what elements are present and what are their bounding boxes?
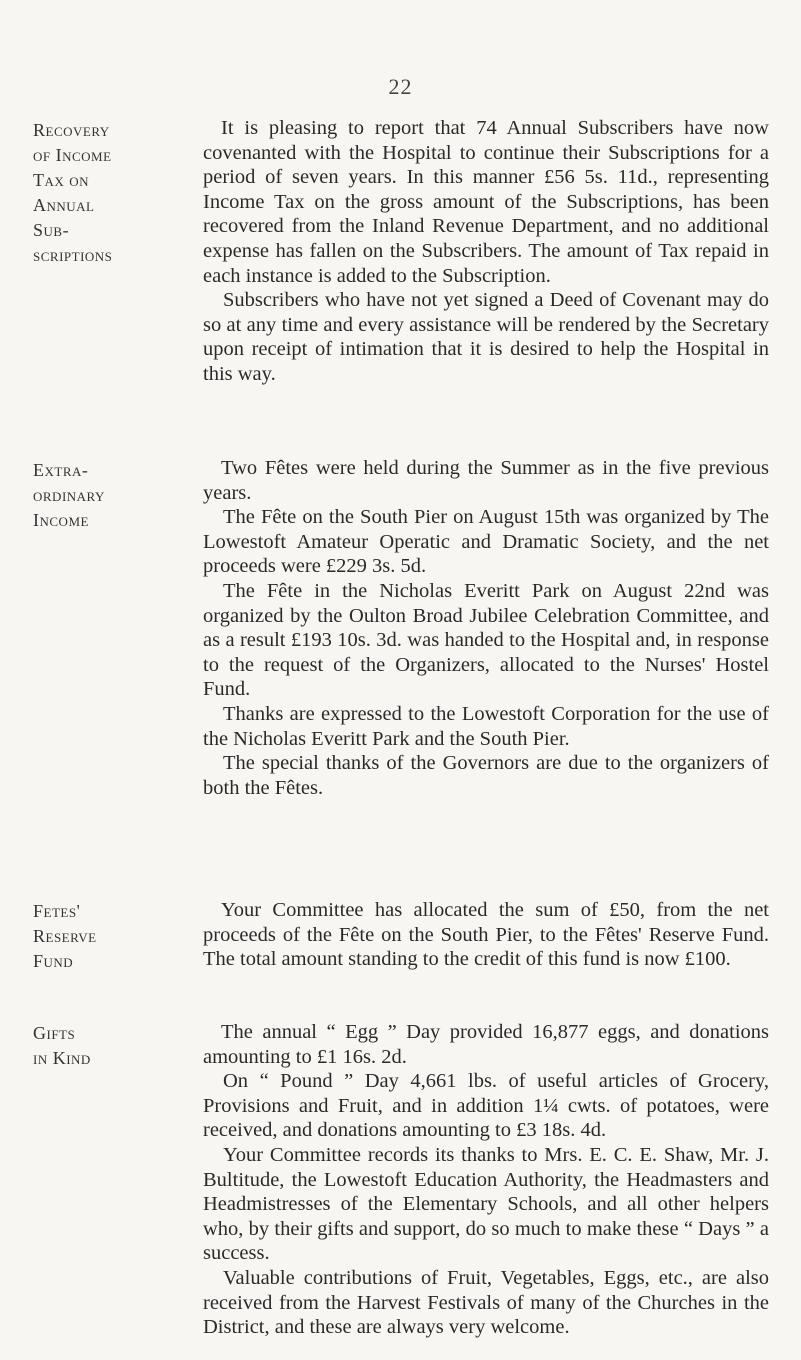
section-body (203, 116, 769, 387)
side-heading-line: scriptions (33, 245, 113, 265)
side-heading-line: Fund (33, 951, 74, 971)
section-body (203, 456, 769, 800)
paragraph: Your Committee records its thanks to Mrs. E. C. E. Shaw, Mr. J. Bultitude, the Lowestoft Education Authority, the Headmasters and Headmistresses of the Elementary Schools, and all other helpers who, by their gifts and support, do so much to make these “ Days ” a success. (203, 1143, 769, 1265)
section-body (203, 1020, 769, 1340)
paragraph: The special thanks of the Governors are due to the organizers of both the Fêtes. (203, 752, 769, 799)
paragraph: Valuable contributions of Fruit, Vegetables, Eggs, etc., are also received from the Harvest Festivals of many of the Churches in the District, and these are always very welcome. (203, 1266, 769, 1339)
paragraph: The annual “ Egg ” Day provided 16,877 eggs, and donations amounting to £1 16s. 2d. (203, 1021, 769, 1068)
side-heading-line: Fetes' (33, 901, 81, 921)
side-heading-line: of Income (33, 145, 112, 165)
side-heading-line: Extra- (33, 460, 89, 480)
paragraph: It is pleasing to report that 74 Annual Subscribers have now covenanted with the Hospital to continue their Subscriptions for a period of seven years. In this manner £56 5s. 11d., representing Income Tax on the gross amount of the Subscriptions, has been recovered from the Inland Revenue Department, and no additional expense has fallen on the Subscribers. The amount of Tax repaid in each instance is added to the Subscription. (203, 117, 769, 287)
side-heading-line: ordinary (33, 485, 105, 505)
paragraph: Two Fêtes were held during the Summer as in the five previous years. (203, 457, 769, 504)
side-heading-fetes-reserve (33, 899, 183, 974)
paragraph: The Fête on the South Pier on August 15th was organized by The Lowestoft Amateur Operatic and Dramatic Society, and the net proceeds were £229 3s. 5d. (203, 506, 769, 578)
section-body (203, 898, 769, 972)
side-heading-line: Tax on (33, 170, 90, 190)
side-heading-gifts-in-kind (33, 1021, 183, 1071)
paragraph: On “ Pound ” Day 4,661 lbs. of useful articles of Grocery, Provisions and Fruit, and in addition 1¼ cwts. of potatoes, were received, and donations amounting to £3 18s. 4d. (203, 1070, 769, 1142)
paragraph: Subscribers who have not yet signed a Deed of Covenant may do so at any time and every assistance will be rendered by the Secretary upon receipt of intimation that it is desired to help the Hospital in this way. (203, 289, 769, 385)
side-heading-line: Income (33, 510, 89, 530)
side-heading-line: Reserve (33, 926, 97, 946)
side-heading-line: Sub- (33, 220, 70, 240)
paragraph: Thanks are expressed to the Lowestoft Corporation for the use of the Nicholas Everitt Park and the South Pier. (203, 702, 769, 750)
side-heading-line: Gifts (33, 1023, 76, 1043)
paragraph: The Fête in the Nicholas Everitt Park on August 22nd was organized by the Oulton Broad Jubilee Celebration Committee, and as a result £193 10s. 3d. was handed to the Hospital and, in response to the request of the Organizers, allocated to the Nurses' Hostel Fund. (203, 579, 769, 701)
side-heading-line: in Kind (33, 1048, 91, 1068)
side-heading-extraordinary (33, 458, 183, 533)
side-heading-line: Recovery (33, 120, 110, 140)
side-heading-line: Annual (33, 195, 95, 215)
side-heading-recovery (33, 118, 183, 268)
paragraph: Your Committee has allocated the sum of £50, from the net proceeds of the Fête on the South Pier, to the Fêtes' Reserve Fund. The total amount standing to the credit of this fund is now £100. (203, 899, 769, 971)
page-number: 22 (388, 74, 413, 99)
